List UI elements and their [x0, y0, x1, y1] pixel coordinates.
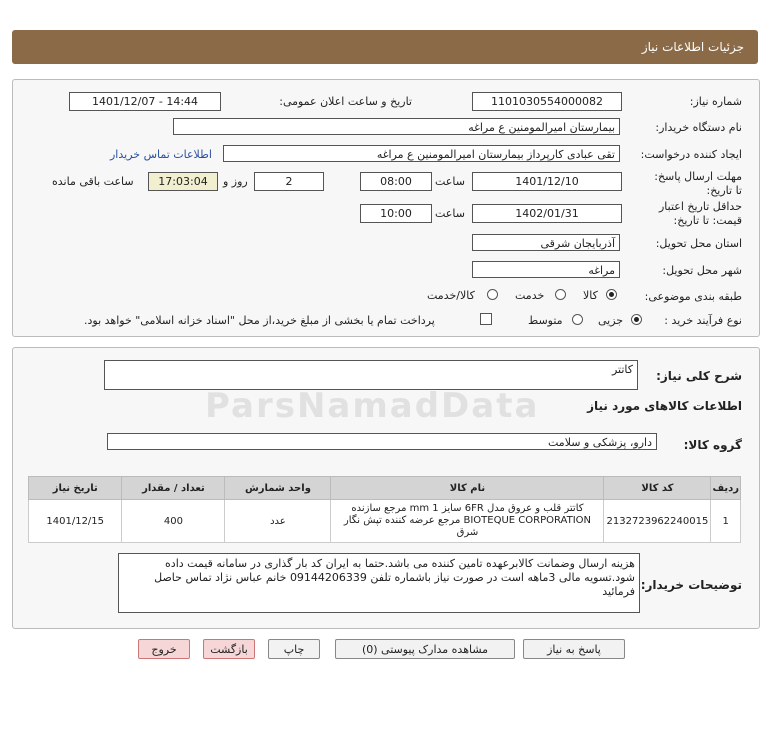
city-field: مراغه — [472, 261, 620, 278]
category-option-goods: کالا — [583, 289, 598, 302]
days-label: روز و — [223, 175, 248, 188]
payment-note: پرداخت تمام یا بخشی از مبلغ خرید،از محل "اسناد خزانه اسلامی" خواهد بود. — [84, 314, 435, 327]
announce-field: 1401/12/07 - 14:44 — [69, 92, 221, 111]
category-radio-service[interactable] — [555, 289, 566, 300]
buyer-field: بیمارستان امیرالمومنین ع مراغه — [173, 118, 620, 135]
cell-code: 2132723962240015 — [604, 500, 711, 543]
col-code: کد کالا — [604, 477, 711, 500]
view-attachments-button[interactable]: مشاهده مدارک پیوستی (0) — [335, 639, 515, 659]
col-name: نام کالا — [331, 477, 604, 500]
process-radio-medium[interactable] — [572, 314, 583, 325]
deadline-time-label: ساعت — [435, 175, 465, 188]
province-label: استان محل تحویل: — [655, 237, 742, 250]
col-date: تاریخ نیاز — [29, 477, 122, 500]
group-field: دارو، پزشکی و سلامت — [107, 433, 657, 450]
validity-time-label: ساعت — [435, 207, 465, 220]
cell-name: کاتتر قلب و عروق مدل 6FR سایز 1 mm مرجع سازنده BIOTEQUE CORPORATION مرجع عرضه کننده تپش نگار شرق — [331, 500, 604, 543]
exit-button[interactable]: خروج — [138, 639, 190, 659]
category-radio-goods[interactable] — [606, 289, 617, 300]
remaining-label: ساعت باقی مانده — [52, 175, 134, 188]
col-unit: واحد شمارش — [225, 477, 331, 500]
validity-label: حداقل تاریخ اعتبار قیمت: تا تاریخ: — [658, 200, 742, 227]
need-number-label: شماره نیاز: — [689, 95, 742, 108]
table-header-row — [29, 477, 741, 500]
watermark: ParsNamadData — [205, 386, 540, 426]
process-label: نوع فرآیند خرید : — [664, 314, 742, 327]
city-label: شهر محل تحویل: — [662, 264, 742, 277]
deadline-time-field: 08:00 — [360, 172, 432, 191]
buyer-contact-link[interactable]: اطلاعات تماس خریدار — [110, 148, 212, 161]
general-desc-field: کاتتر — [104, 360, 638, 390]
buyer-label: نام دستگاه خریدار: — [655, 121, 742, 134]
requester-field: تقی عبادی کارپرداز بیمارستان امیرالمومنین ع مراغه — [223, 145, 620, 162]
buyer-notes-label: توضیحات خریدار: — [640, 578, 742, 592]
goods-table — [28, 476, 741, 543]
deadline-label: مهلت ارسال پاسخ: تا تاریخ: — [654, 170, 742, 197]
cell-date: 1401/12/15 — [29, 500, 122, 543]
reply-button[interactable]: پاسخ به نیاز — [523, 639, 625, 659]
validity-date-field: 1402/01/31 — [472, 204, 622, 223]
days-field: 2 — [254, 172, 324, 191]
need-number-field: 1101030554000082 — [472, 92, 622, 111]
process-option-medium: متوسط — [528, 314, 563, 327]
validity-time-field: 10:00 — [360, 204, 432, 223]
category-option-service: خدمت — [515, 289, 545, 302]
announce-label: تاریخ و ساعت اعلان عمومی: — [279, 95, 412, 108]
category-option-both: کالا/خدمت — [427, 289, 475, 302]
treasury-payment-checkbox[interactable] — [480, 313, 492, 325]
category-label: طبقه بندی موضوعی: — [644, 290, 742, 303]
page-title: جزئیات اطلاعات نیاز — [641, 40, 744, 54]
category-radio-both[interactable] — [487, 289, 498, 300]
page-header — [12, 30, 758, 64]
goods-info-title: اطلاعات کالاهای مورد نیاز — [587, 399, 742, 413]
requester-label: ایجاد کننده درخواست: — [640, 148, 742, 161]
deadline-date-field: 1401/12/10 — [472, 172, 622, 191]
col-row: ردیف — [711, 477, 741, 500]
col-qty: تعداد / مقدار — [122, 477, 225, 500]
province-field: آذربایجان شرقی — [472, 234, 620, 251]
table-row — [29, 500, 741, 543]
cell-unit: عدد — [225, 500, 331, 543]
print-button[interactable]: چاپ — [268, 639, 320, 659]
cell-row: 1 — [711, 500, 741, 543]
buyer-notes-field: هزینه ارسال وضمانت کالابرعهده تامین کننده می باشد.حتما به ایران کد بار گذاری در سامانه قیمت داده شود.تسویه مالی 3ماهه است در صورت نیاز باشماره تلفن 09144206339 خانم عباس نژاد تماس حاصل فرمائید — [118, 553, 640, 613]
cell-qty: 400 — [122, 500, 225, 543]
remaining-time-field: 17:03:04 — [148, 172, 218, 191]
process-radio-minor[interactable] — [631, 314, 642, 325]
group-label: گروه کالا: — [683, 438, 742, 452]
back-button[interactable]: بازگشت — [203, 639, 255, 659]
general-desc-label: شرح کلی نیاز: — [656, 369, 742, 383]
process-option-minor: جزیی — [598, 314, 624, 327]
